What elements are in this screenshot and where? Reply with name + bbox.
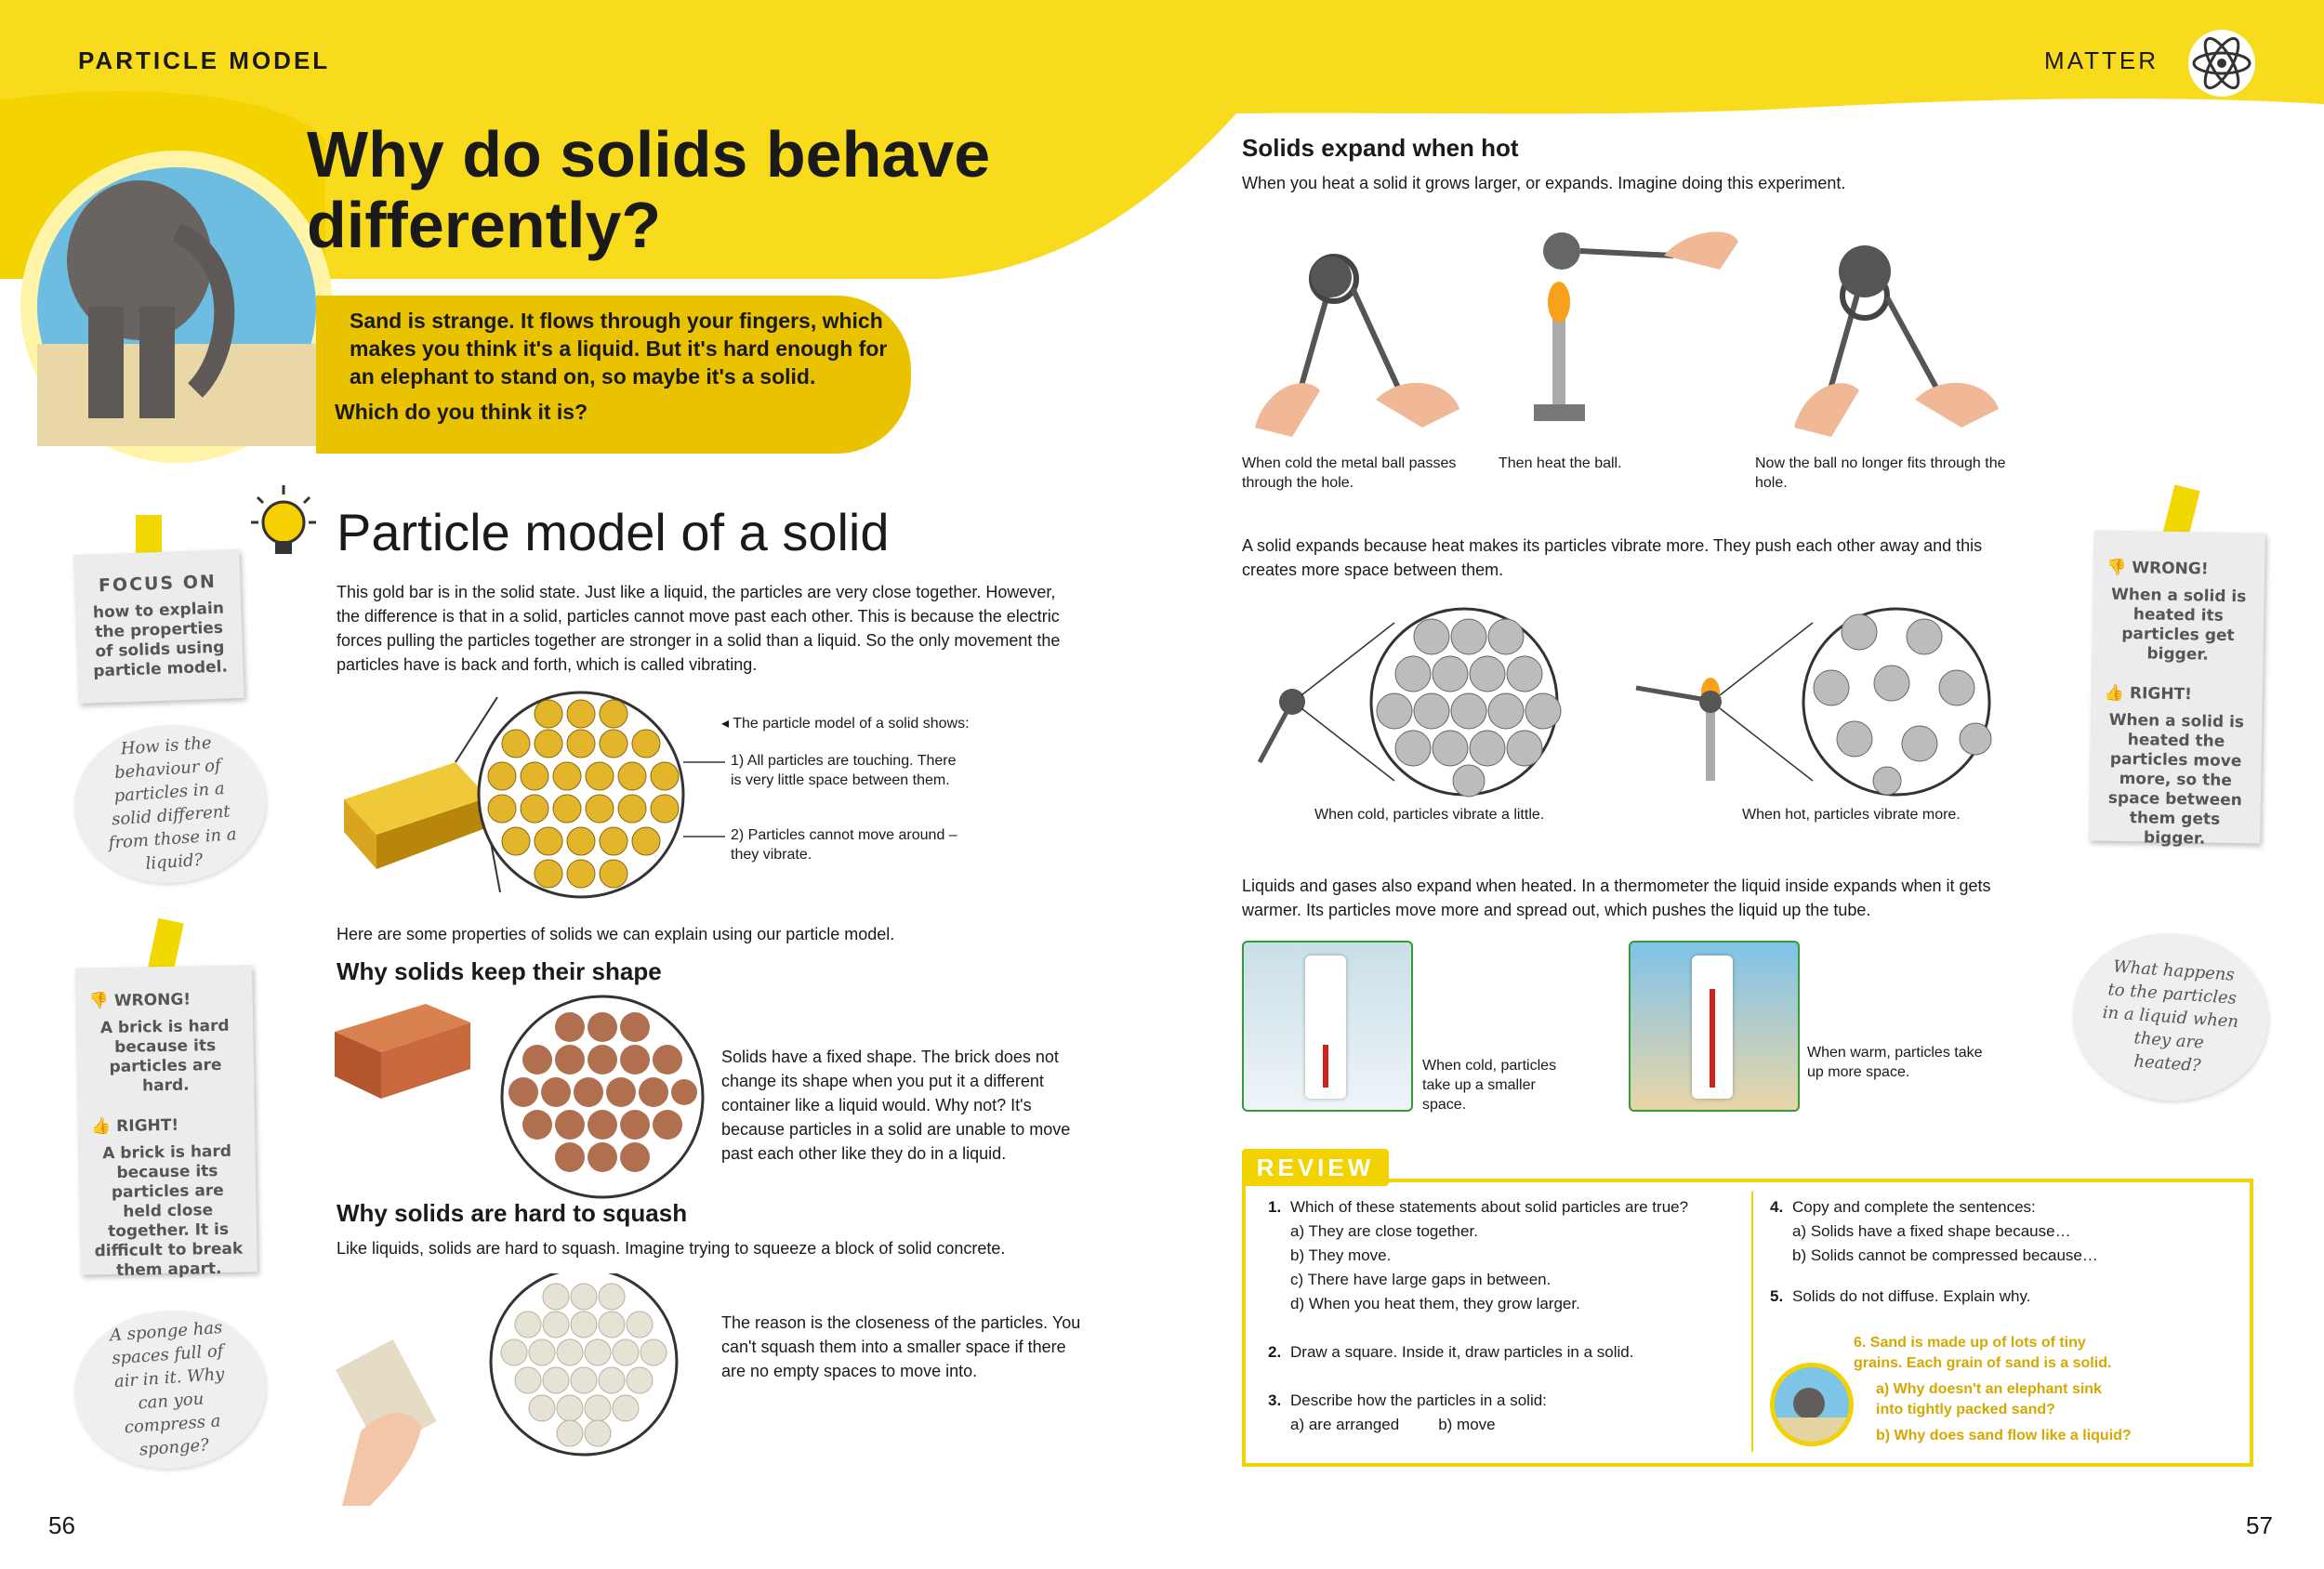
- page-number-right: 57: [2246, 1511, 2273, 1539]
- gold-diagram-point2: 2) Particles cannot move around – they vibrate.: [731, 827, 957, 863]
- focus-title: FOCUS ON: [98, 571, 218, 597]
- review-q6: [1854, 1333, 2133, 1446]
- thermometer-warm-photo: [1629, 941, 1800, 1112]
- expand-explanation: A solid expands because heat makes its particles vibrate more. They push each other away and this creates more space between them.: [1242, 536, 1983, 579]
- lightbulb-icon: [244, 483, 324, 567]
- gold-paragraph: This gold bar is in the solid state. Just like a liquid, the particles are very close together. However, the difference is that in a solid, particles cannot move past each other. This is because the electric forces pulling the particles together are stronger in a solid than a liquid. So the only movement the particles have is back and forth, which is called vibrating.: [337, 583, 1061, 674]
- experiment-caption-2: Then heat the ball.: [1499, 455, 1622, 471]
- cold-particles: [1260, 609, 1561, 797]
- gold-particle-diagram: [335, 688, 781, 902]
- concrete-particle-diagram: [333, 1273, 705, 1506]
- gold-diagram-point1: 1) All particles are touching. There is very little space between them.: [731, 753, 957, 788]
- note-wrong-text-left: A brick is hard because its particles are hard.: [99, 1016, 230, 1096]
- experiment-caption-3: Now the ball no longer fits through the hole.: [1755, 455, 2006, 491]
- ball-too-big: [1794, 245, 1999, 437]
- hot-vibrate-caption: When hot, particles vibrate more.: [1742, 807, 1961, 823]
- thumbs-down-icon: 👎: [88, 992, 110, 1011]
- review-divider: [1751, 1192, 1753, 1452]
- note-right-text-left: A brick is hard because its particles are held close together. It is difficult to break them apart.: [94, 1141, 244, 1280]
- intro-text: Sand is strange. It flows through your fingers, which makes you think it's a liquid. But it's hard enough for an elephant to stand on, so maybe it's a solid.: [350, 309, 888, 389]
- review-q2: 2. Draw a square. Inside it, draw particles in a solid.: [1268, 1343, 1634, 1361]
- question-bubble-1: How is the behaviour of particles in a solid different from those in a liquid?: [69, 719, 271, 890]
- note-right-label-right: 👍 RIGHT!: [2104, 683, 2193, 705]
- squash-heading: Why solids are hard to squash: [337, 1199, 688, 1227]
- section-title: Particle model of a solid: [337, 503, 890, 561]
- review-q6b: b) Why does sand flow like a liquid?: [1876, 1428, 2132, 1444]
- experiment-caption-1: When cold the metal ball passes through the hole.: [1242, 455, 1457, 491]
- review-tag: REVIEW: [1242, 1149, 1389, 1186]
- thermometer-cold-caption: When cold, particles take up a smaller space.: [1422, 1058, 1557, 1113]
- ball-heated: [1534, 231, 1738, 421]
- review-q1a: a) They are close together.: [1290, 1222, 1478, 1240]
- note-wrong-label-left: 👎 WRONG!: [88, 990, 191, 1011]
- ball-ring-cold: [1255, 257, 1459, 437]
- review-q3-parts: a) are arranged b) move: [1290, 1416, 1496, 1433]
- thermometer-warm-caption: When warm, particles take up more space.: [1807, 1045, 1983, 1080]
- focus-note: [73, 549, 244, 704]
- review-q6a: a) Why doesn't an elephant sink into tightly packed sand?: [1876, 1381, 2102, 1417]
- ball-and-ring-experiment: [1236, 214, 2054, 446]
- review-q5: 5. Solids do not diffuse. Explain why.: [1770, 1287, 2031, 1305]
- shape-text: Solids have a fixed shape. The brick does not change its shape when you put it a different container like a liquid would. Why not? It's because particles in a solid are unable to move past each other like they do in a liquid.: [721, 1048, 1071, 1163]
- squash-reason: The reason is the closeness of the particles. You can't squash them into a smaller space if there are no empty spaces to move into.: [721, 1313, 1081, 1380]
- question-bubble-2: A sponge has spaces full of air in it. Why can you compress a sponge?: [69, 1304, 271, 1475]
- review-questions-left: [1268, 1195, 1733, 1437]
- liquids-text: Liquids and gases also expand when heated. In a thermometer the liquid inside expands when it gets warmer. Its particles move more and spread out, which pushes the liquid up the tube.: [1242, 877, 1991, 919]
- note-right-text-right: When a solid is heated the particles move more, so the space between them gets bigger.: [2107, 710, 2245, 849]
- review-q1d: d) When you heat them, they grow larger.: [1290, 1295, 1580, 1312]
- properties-intro: Here are some properties of solids we can explain using our particle model.: [337, 925, 895, 943]
- thumbs-down-icon: 👎: [2106, 558, 2127, 578]
- focus-text: how to explain the properties of solids using particle model.: [92, 599, 229, 681]
- review-q1c: c) There have large gaps in between.: [1290, 1271, 1552, 1288]
- expand-heading: Solids expand when hot: [1242, 134, 1519, 162]
- review-q1: 1. Which of these statements about solid particles are true?: [1268, 1198, 1689, 1216]
- brick-particle-diagram: [333, 995, 705, 1199]
- note-right-label-left: 👍 RIGHT!: [90, 1115, 179, 1137]
- review-q6-text: 6. Sand is made up of lots of tiny grains. Each grain of sand is a solid.: [1854, 1335, 2112, 1371]
- page-number-left: 56: [48, 1511, 75, 1539]
- gold-diagram-heading: ◂ The particle model of a solid shows:: [721, 716, 970, 732]
- note-wrong-label-right: 👎 WRONG!: [2106, 558, 2209, 579]
- page-title: Why do solids behave differently?: [307, 118, 991, 261]
- thumbs-up-icon: 👍: [90, 1117, 112, 1137]
- expand-text: When you heat a solid it grows larger, or expands. Imagine doing this experiment.: [1242, 174, 1846, 192]
- review-q1b: b) They move.: [1290, 1246, 1392, 1264]
- review-q4: 4. Copy and complete the sentences:: [1770, 1198, 2036, 1216]
- squash-text: Like liquids, solids are hard to squash. Imagine trying to squeeze a block of solid concrete.: [337, 1239, 1006, 1258]
- review-q3: 3. Describe how the particles in a solid:: [1268, 1391, 1547, 1409]
- topic-header: MATTER: [2044, 46, 2159, 74]
- thumbs-up-icon: 👍: [2104, 683, 2125, 704]
- thermometer-cold-photo: [1242, 941, 1413, 1112]
- review-q4a: a) Solids have a fixed shape because…: [1792, 1222, 2071, 1240]
- atom-icon: [2185, 26, 2259, 100]
- hot-particles: [1636, 609, 1991, 795]
- question-bubble-3: What happens to the particles in a liquid when they are heated?: [2067, 927, 2274, 1107]
- review-q4b: b) Solids cannot be compressed because…: [1792, 1246, 2098, 1264]
- intro-question: Which do you think it is?: [335, 400, 588, 424]
- brick-wrong-right-note: [75, 965, 257, 1280]
- note-wrong-text-right: When a solid is heated its particles get bigger.: [2110, 585, 2247, 665]
- cold-vibrate-caption: When cold, particles vibrate a little.: [1314, 807, 1545, 823]
- review-questions-right: [1770, 1195, 2216, 1309]
- section-header: PARTICLE MODEL: [78, 46, 331, 74]
- heat-wrong-right-note: [2089, 530, 2265, 849]
- shape-heading: Why solids keep their shape: [337, 957, 662, 985]
- elephant-thumbnail: [1770, 1363, 1854, 1446]
- vibrating-particles-diagram: [1236, 595, 2073, 799]
